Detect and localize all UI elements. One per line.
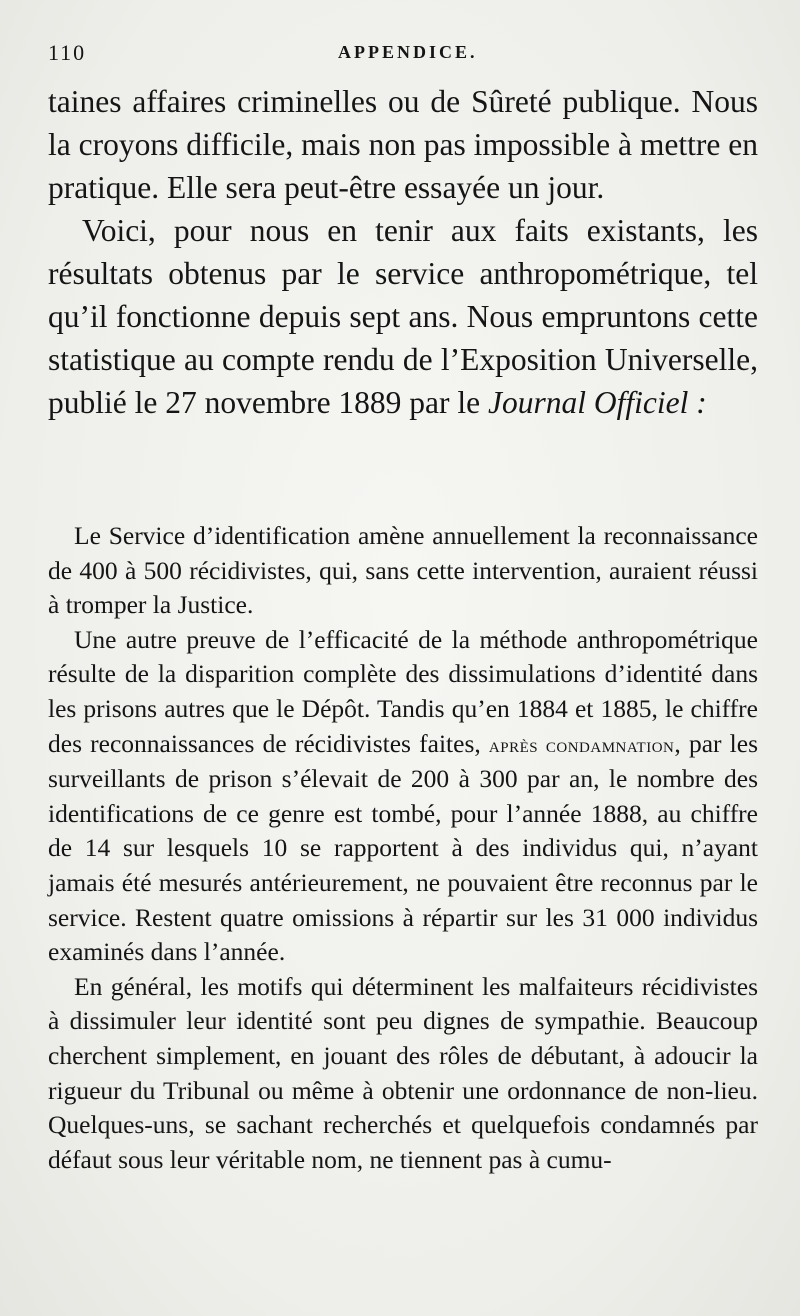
quote-paragraph-2-start: Une autre preuve de l’efficacité de la méthode anthropométrique résulte de la disparition complète des dissimulations d’identité dans les prisons autres que le Dépôt. Tandis qu’en 1884 et 1885, le chiffre des reconnaissances de récidivistes faites,	[48, 624, 758, 758]
running-head: APPENDICE.	[338, 42, 478, 62]
intro-paragraph-2-text: Voici, pour nous en tenir aux faits existants, les résultats obtenus par le service anthropométrique, tel qu’il fonctionne depuis sept ans. Nous empruntons cette statistique au compte rendu de l’Exposition Universelle, publié le 27 novembre 1889 par le	[48, 213, 758, 420]
quote-paragraph-3: En général, les motifs qui déterminent les malfaiteurs récidivistes à dissimuler leur identité sont peu dignes de sympathie. Beaucoup cherchent simplement, en jouant des rôles de débutant, à adoucir la rigueur du Tribunal ou même à obtenir une ordonnance de non-lieu. Quelques-uns, se sachant recherchés et quelquefois condamnés par défaut sous leur véritable nom, ne tiennent pas à cumu-	[48, 971, 758, 1174]
quote-paragraph-2	[48, 623, 758, 970]
quote-paragraph-2-end: , par les surveillants de prison s’élevait de 200 à 300 par an, le nombre des identifications de ce genre est tombé, pour l’année 1888, au chiffre de 14 sur lesquels 10 se rapportent à des individus qui, n’ayant jamais été mesurés antérieurement, ne pouvaient être reconnus par le service. Restent quatre omissions à répartir sur les 31 000 individus examinés dans l’année.	[48, 728, 758, 967]
intro-paragraph-2	[48, 209, 758, 424]
page-number: 110	[48, 40, 87, 65]
intro-paragraph-1: taines affaires criminelles ou de Sûreté publique. Nous la croyons difficile, mais non pas impossible à mettre en pratique. Elle sera peut-être essayée un jour.	[48, 84, 758, 205]
page-header	[48, 40, 748, 70]
intro-text	[48, 80, 758, 424]
apres-condamnation: après condamnation	[488, 731, 675, 757]
journal-title: Journal Officiel :	[488, 385, 707, 420]
quoted-statistics	[48, 519, 758, 1177]
quote-paragraph-1: Le Service d’identification amène annuellement la reconnaissance de 400 à 500 récidivistes, qui, sans cette intervention, auraient réussi à tromper la Justice.	[48, 521, 758, 620]
